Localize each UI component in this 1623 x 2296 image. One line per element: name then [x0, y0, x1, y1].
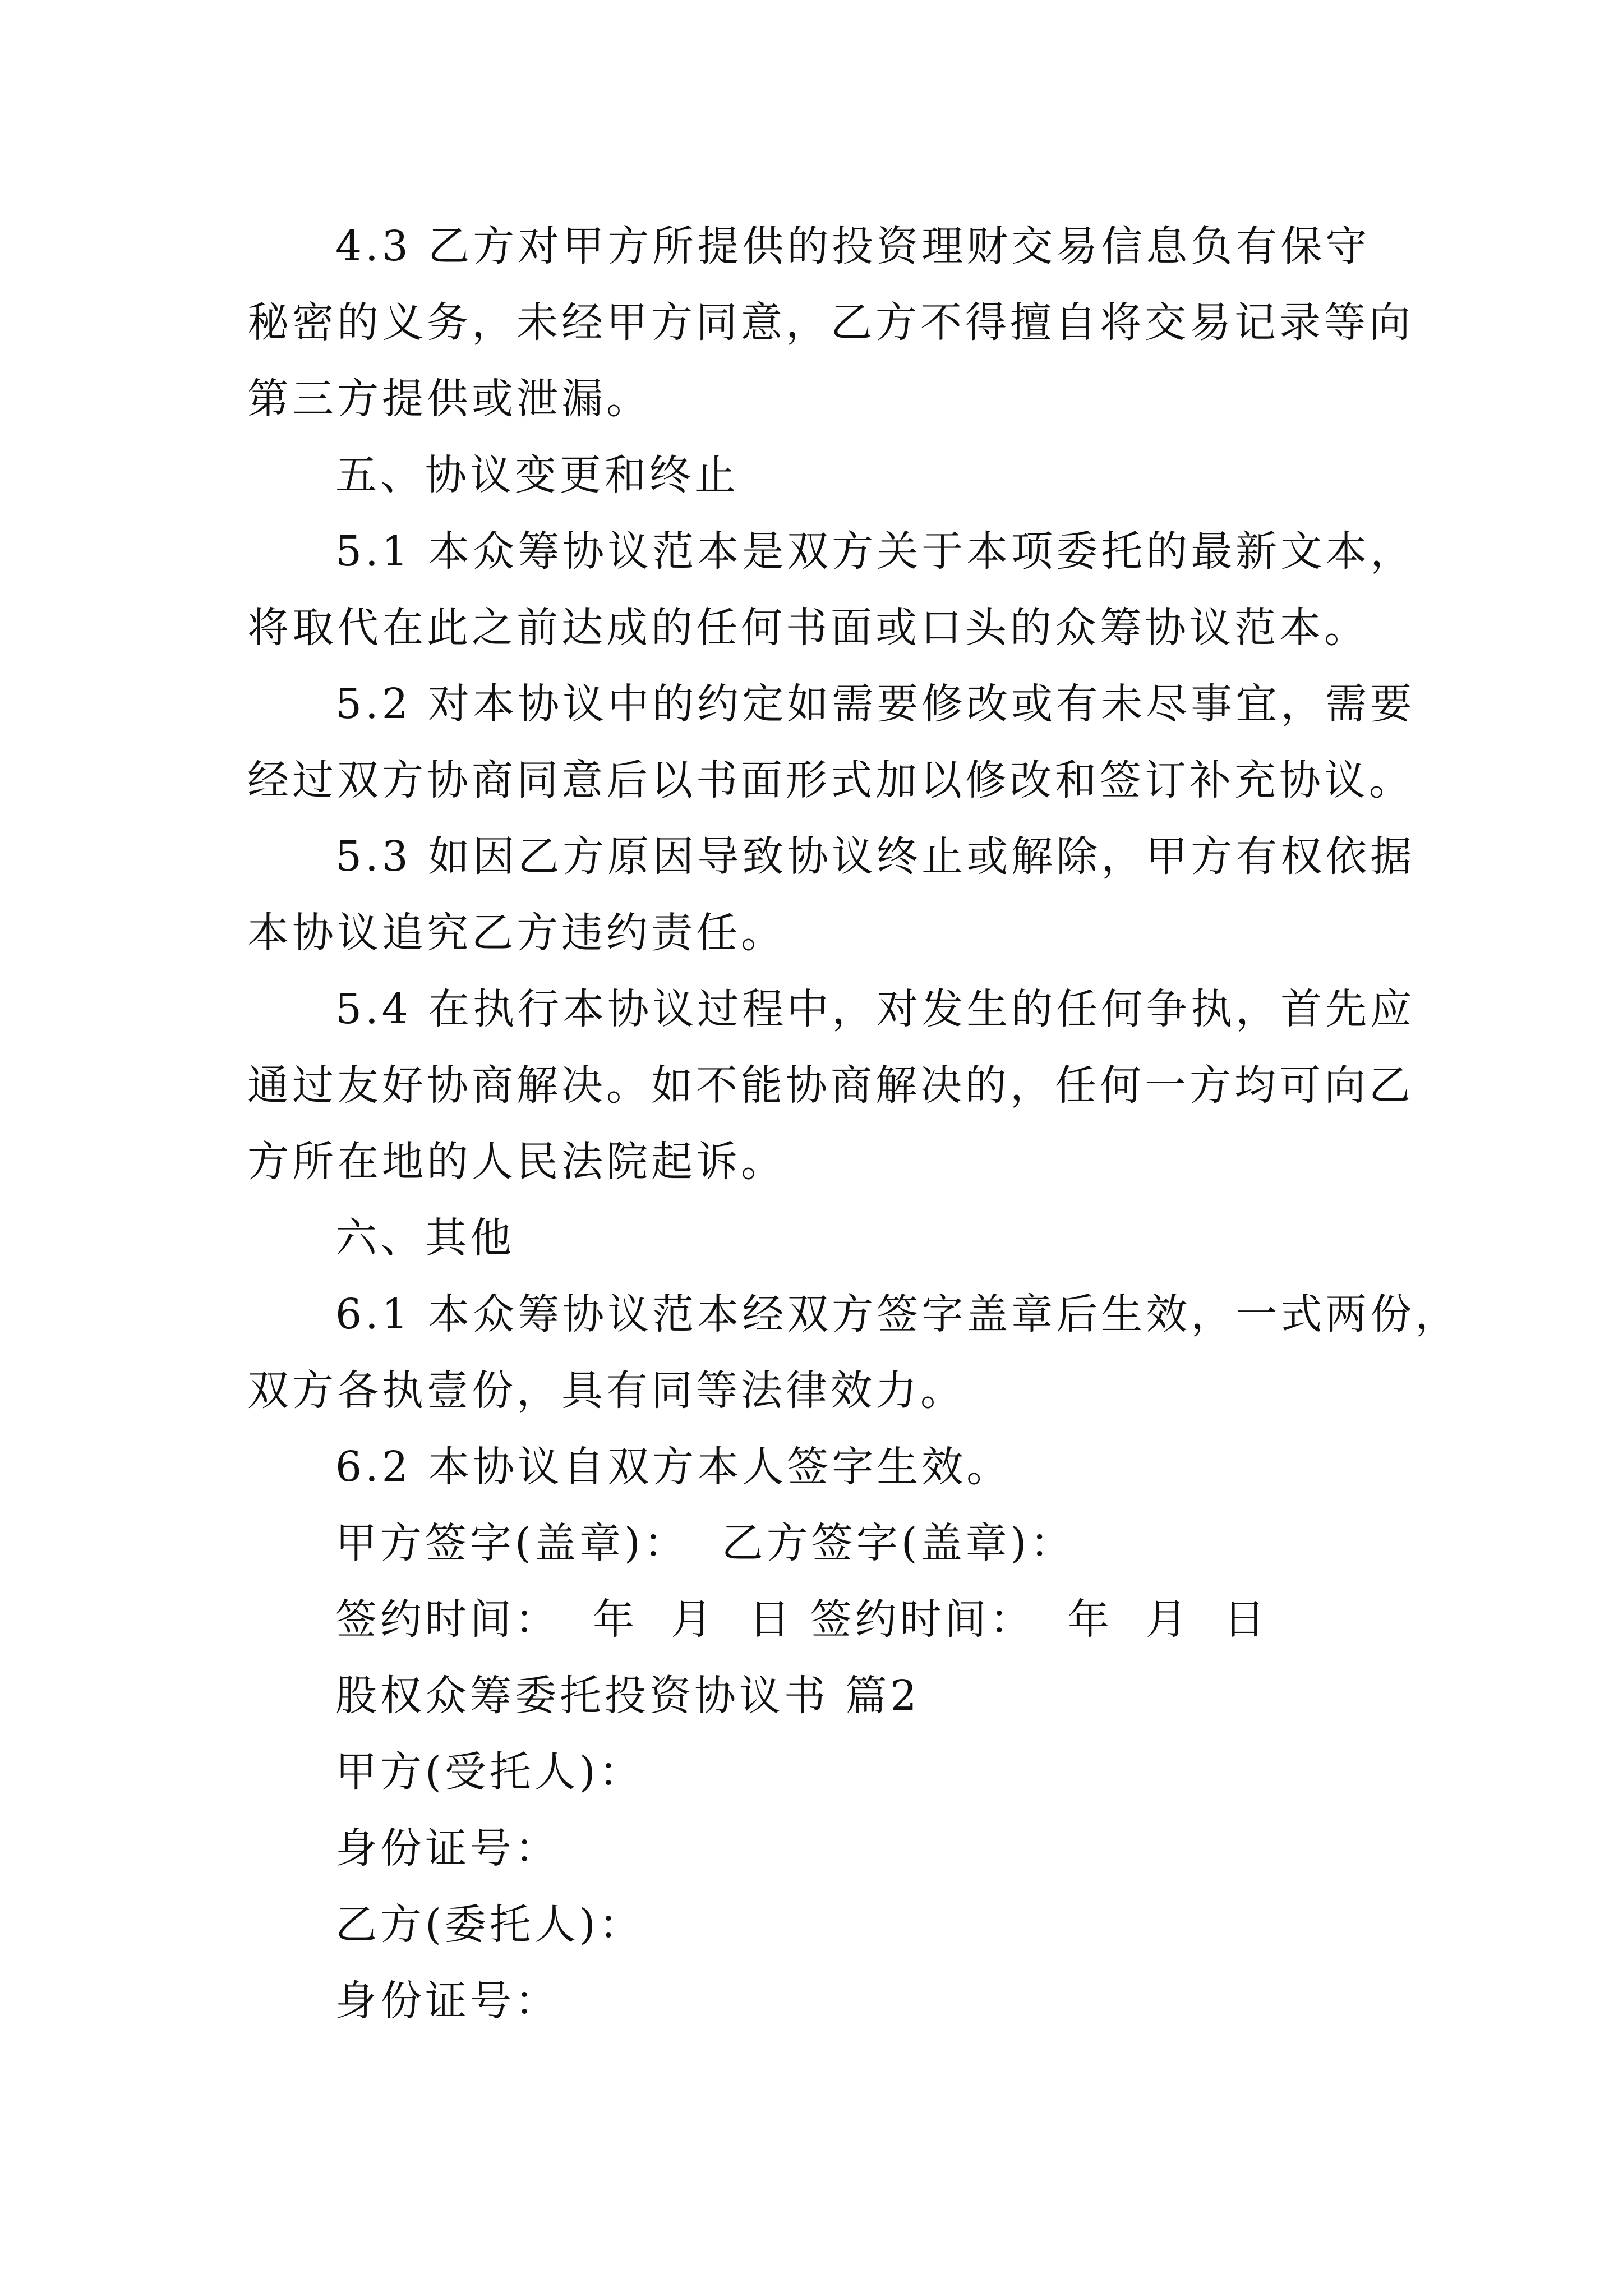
clause-4-3-line-3: 第三方提供或泄漏。	[247, 375, 651, 423]
agreement-2-title: 股权众筹委托投资协议书 篇2	[335, 1672, 920, 1720]
clause-4-3-line-1: 4.3 乙方对甲方所提供的投资理财交易信息负有保守	[335, 222, 1371, 270]
clause-6-2: 6.2 本协议自双方本人签字生效。	[335, 1443, 1012, 1491]
clause-5-1-line-1: 5.1 本众筹协议范本是双方关于本项委托的最新文本，	[335, 527, 1415, 576]
party-a-id-line: 身份证号：	[335, 1824, 560, 1872]
clause-5-2-line-1: 5.2 对本协议中的约定如需要修改或有未尽事宜，需要	[335, 680, 1415, 728]
section-5-heading: 五、协议变更和终止	[335, 451, 739, 499]
clause-6-1-line-1: 6.1 本众筹协议范本经双方签字盖章后生效，一式两份，	[335, 1290, 1460, 1338]
clause-4-3-line-2: 秘密的义务，未经甲方同意，乙方不得擅自将交易记录等向	[247, 298, 1414, 347]
clause-5-3-line-2: 本协议追究乙方违约责任。	[247, 909, 786, 957]
clause-5-4-line-3: 方所在地的人民法院起诉。	[247, 1138, 786, 1186]
clause-5-4-line-1: 5.4 在执行本协议过程中，对发生的任何争执，首先应	[335, 985, 1415, 1033]
party-b-line: 乙方(委托人)：	[335, 1901, 644, 1949]
clause-5-2-line-2: 经过双方协商同意后以书面形式加以修改和签订补充协议。	[247, 756, 1414, 804]
clause-5-4-line-2: 通过友好协商解决。如不能协商解决的，任何一方均可向乙	[247, 1061, 1414, 1110]
section-6-heading: 六、其他	[335, 1214, 515, 1262]
clause-5-3-line-1: 5.3 如因乙方原因导致协议终止或解除，甲方有权依据	[335, 832, 1415, 881]
party-b-id-line: 身份证号：	[335, 1977, 560, 2025]
clause-6-1-line-2: 双方各执壹份，具有同等法律效力。	[247, 1366, 965, 1415]
clause-5-1-line-2: 将取代在此之前达成的任何书面或口头的众筹协议范本。	[247, 604, 1369, 652]
signature-line: 甲方签字(盖章)： 乙方签字(盖章)：	[335, 1519, 1075, 1567]
party-a-line: 甲方(受托人)：	[335, 1748, 644, 1796]
signing-date-line: 签约时间： 年 月 日 签约时间： 年 月 日	[335, 1595, 1269, 1644]
